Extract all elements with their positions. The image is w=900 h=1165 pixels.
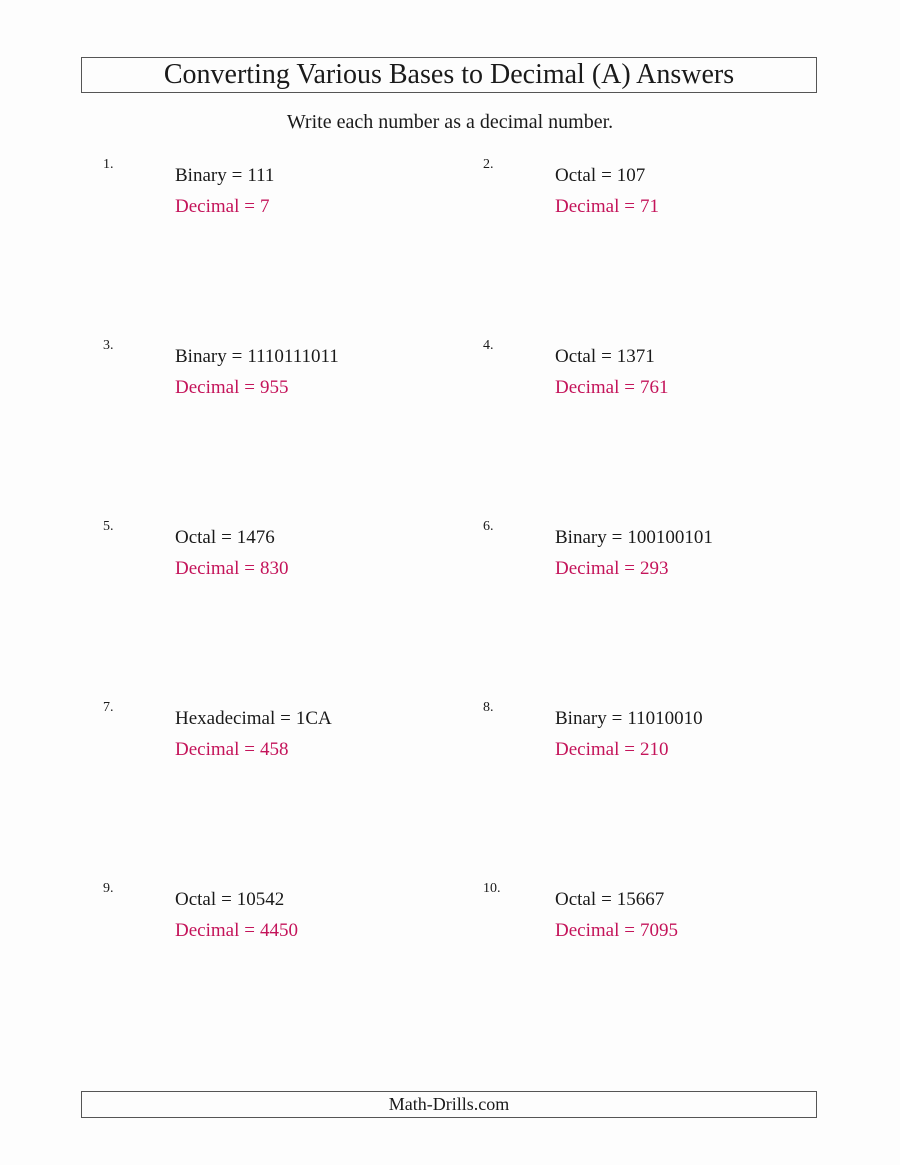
equals-sign: = <box>601 889 612 910</box>
problem-number: 2. <box>483 157 494 172</box>
problem-4 <box>483 336 855 403</box>
decimal-value: 761 <box>639 377 669 398</box>
problem-10 <box>483 879 855 946</box>
question-line <box>555 522 713 553</box>
base-value: 1371 <box>616 346 655 367</box>
decimal-value: 4450 <box>259 920 298 941</box>
equals-sign: = <box>244 196 256 217</box>
question-line <box>175 341 339 372</box>
equals-sign: = <box>624 377 636 398</box>
decimal-label: Decimal <box>555 196 620 217</box>
problem-6 <box>483 517 855 584</box>
answer-line <box>175 915 298 946</box>
problem-7 <box>103 698 475 765</box>
question-line <box>175 522 288 553</box>
decimal-value: 458 <box>259 739 289 760</box>
base-label: Binary <box>175 346 227 367</box>
base-value: 1CA <box>295 708 332 729</box>
decimal-value: 210 <box>639 739 669 760</box>
decimal-value: 7095 <box>639 920 678 941</box>
problem-8 <box>483 698 855 765</box>
decimal-label: Decimal <box>175 920 240 941</box>
equals-sign: = <box>601 346 612 367</box>
base-label: Hexadecimal <box>175 708 276 729</box>
decimal-label: Decimal <box>175 739 240 760</box>
decimal-label: Decimal <box>555 920 620 941</box>
problem-9 <box>103 879 475 946</box>
problem-number: 4. <box>483 338 494 353</box>
equals-sign: = <box>231 165 243 186</box>
answer-line <box>555 372 668 403</box>
base-label: Octal <box>175 889 217 910</box>
base-value: 15667 <box>616 889 665 910</box>
base-value: 10542 <box>236 889 285 910</box>
problem-number: 10. <box>483 881 501 896</box>
answer-line <box>555 553 713 584</box>
equals-sign: = <box>221 889 232 910</box>
base-label: Binary <box>555 708 607 729</box>
question-line <box>175 884 298 915</box>
equals-sign: = <box>624 558 636 579</box>
instructions-text: Write each number as a decimal number. <box>286 111 614 133</box>
base-value: 11010010 <box>627 708 703 729</box>
decimal-value: 7 <box>259 196 270 217</box>
equals-sign: = <box>231 346 243 367</box>
decimal-value: 830 <box>259 558 289 579</box>
page-title: Converting Various Bases to Decimal (A) Answers <box>163 59 735 90</box>
equals-sign: = <box>244 558 256 579</box>
base-label: Octal <box>555 346 597 367</box>
equals-sign: = <box>280 708 291 729</box>
answer-line <box>555 915 678 946</box>
problem-number: 5. <box>103 519 114 534</box>
equals-sign: = <box>624 196 636 217</box>
equals-sign: = <box>624 920 636 941</box>
base-label: Octal <box>555 889 597 910</box>
answer-line <box>175 734 332 765</box>
answer-line <box>175 553 288 584</box>
equals-sign: = <box>611 527 623 548</box>
equals-sign: = <box>611 708 623 729</box>
problem-number: 8. <box>483 700 494 715</box>
problem-number: 7. <box>103 700 114 715</box>
problem-number: 9. <box>103 881 114 896</box>
answer-line <box>555 191 659 222</box>
problem-number: 6. <box>483 519 494 534</box>
problem-5 <box>103 517 475 584</box>
equals-sign: = <box>601 165 612 186</box>
problem-number: 3. <box>103 338 114 353</box>
base-label: Octal <box>555 165 597 186</box>
problem-3 <box>103 336 475 403</box>
base-value: 1110111011 <box>247 346 339 367</box>
equals-sign: = <box>221 527 232 548</box>
footer-box <box>81 1091 817 1118</box>
problem-2 <box>483 155 855 222</box>
decimal-label: Decimal <box>555 739 620 760</box>
decimal-label: Decimal <box>175 558 240 579</box>
equals-sign: = <box>624 739 636 760</box>
equals-sign: = <box>244 739 256 760</box>
base-value: 1476 <box>236 527 275 548</box>
question-line <box>555 160 659 191</box>
base-value: 100100101 <box>627 527 713 548</box>
answer-line <box>555 734 703 765</box>
question-line <box>175 703 332 734</box>
decimal-label: Decimal <box>555 377 620 398</box>
equals-sign: = <box>244 920 256 941</box>
decimal-value: 71 <box>639 196 659 217</box>
decimal-label: Decimal <box>555 558 620 579</box>
base-label: Binary <box>175 165 227 186</box>
problem-number: 1. <box>103 157 114 172</box>
decimal-label: Decimal <box>175 377 240 398</box>
base-value: 107 <box>616 165 646 186</box>
question-line <box>555 703 703 734</box>
title-box <box>81 57 817 93</box>
equals-sign: = <box>244 377 256 398</box>
problem-1 <box>103 155 475 222</box>
base-value: 111 <box>247 165 275 186</box>
decimal-value: 293 <box>639 558 669 579</box>
base-label: Octal <box>175 527 217 548</box>
base-label: Binary <box>555 527 607 548</box>
question-line <box>555 341 668 372</box>
footer-brand: Math-Drills.com <box>388 1094 510 1114</box>
answer-line <box>175 372 339 403</box>
decimal-value: 955 <box>259 377 289 398</box>
question-line <box>175 160 274 191</box>
decimal-label: Decimal <box>175 196 240 217</box>
question-line <box>555 884 678 915</box>
answer-line <box>175 191 274 222</box>
